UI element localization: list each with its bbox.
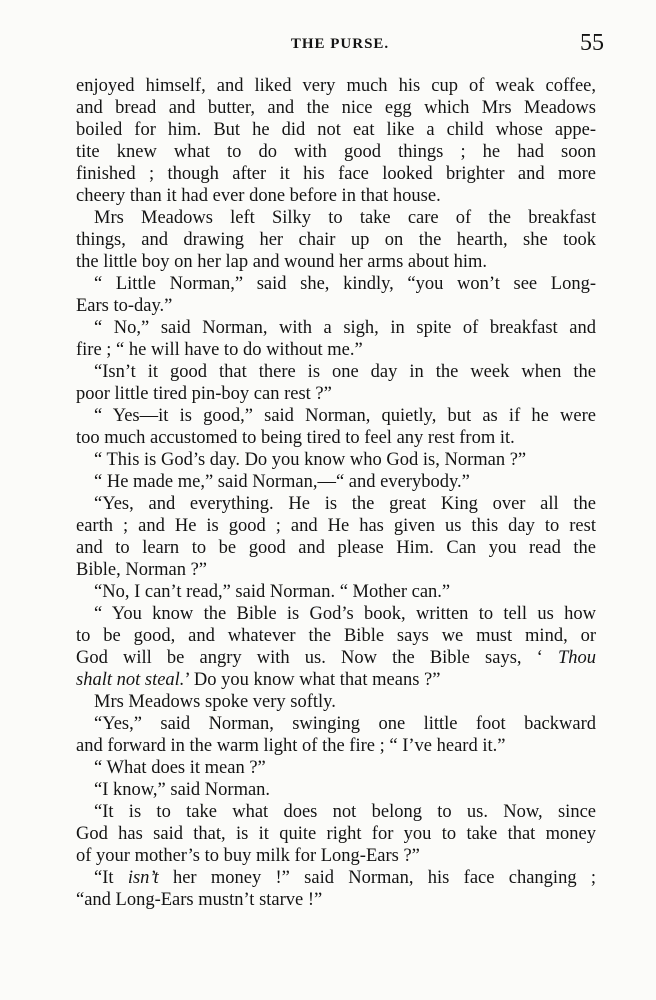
- text-line: fire ; “ he will have to do without me.”: [76, 340, 363, 360]
- page-number: 55: [580, 30, 604, 56]
- text-line: tite knew what to do with good things ; he had soon: [76, 142, 596, 162]
- text-line: “It is to take what does not belong to us. Now, since: [94, 802, 596, 822]
- text-line: “Isn’t it good that there is one day in the week when the: [94, 362, 596, 382]
- text-line: earth ; and He is good ; and He has given us this day to rest: [76, 516, 596, 536]
- text-line: too much accustomed to being tired to feel any rest from it.: [76, 428, 515, 448]
- text-line: and to learn to be good and please Him. Can you read the: [76, 538, 596, 558]
- text-line: [76, 867, 596, 889]
- italic-fragment: isn’t: [127, 868, 159, 888]
- text-line: “and Long-Ears mustn’t starve !”: [76, 890, 323, 910]
- body-text: [76, 75, 596, 911]
- running-title: THE PURSE.: [290, 36, 390, 52]
- text-line: “ What does it mean ?”: [94, 758, 266, 778]
- text-fragment: ’ Do you know what that means ?”: [184, 670, 441, 690]
- text-line: Mrs Meadows spoke very softly.: [94, 692, 336, 712]
- text-line: and forward in the warm light of the fire ; “ I’ve heard it.”: [76, 736, 506, 756]
- text-line: Bible, Norman ?”: [76, 560, 207, 580]
- text-line: “No, I can’t read,” said Norman. “ Mother can.”: [94, 582, 451, 602]
- text-line: “Yes, and everything. He is the great King over all the: [94, 494, 596, 514]
- text-line: the little boy on her lap and wound her arms about him.: [76, 252, 488, 272]
- text-line: [76, 669, 596, 691]
- text-line: “ No,” said Norman, with a sigh, in spite of breakfast and: [94, 318, 596, 338]
- text-line: “I know,” said Norman.: [94, 780, 271, 800]
- text-line: boiled for him. But he did not eat like a child whose appe-: [76, 120, 596, 140]
- text-line: Ears to-day.”: [76, 296, 173, 316]
- page-header: [76, 30, 604, 64]
- text-line: “ You know the Bible is God’s book, written to tell us how: [94, 604, 596, 624]
- text-line: “Yes,” said Norman, swinging one little foot backward: [94, 714, 596, 734]
- text-line: cheery than it had ever done before in that house.: [76, 186, 441, 206]
- text-fragment: “It: [94, 868, 128, 888]
- text-line: God has said that, is it quite right for you to take that money: [76, 824, 596, 844]
- text-fragment: God will be angry with us. Now the Bible says, ‘: [76, 648, 558, 668]
- text-line: “ Little Norman,” said she, kindly, “you won’t see Long-: [94, 274, 596, 294]
- text-line: finished ; though after it his face looked brighter and more: [76, 164, 596, 184]
- text-line: of your mother’s to buy milk for Long-Ears ?”: [76, 846, 420, 866]
- text-line: [76, 647, 596, 669]
- text-line: things, and drawing her chair up on the hearth, she took: [76, 230, 596, 250]
- text-line: to be good, and whatever the Bible says we must mind, or: [76, 626, 596, 646]
- italic-fragment: Thou: [557, 648, 596, 668]
- text-line: poor little tired pin-boy can rest ?”: [76, 384, 332, 404]
- italic-fragment: shalt not steal.: [76, 670, 185, 690]
- text-line: “ This is God’s day. Do you know who God is, Norman ?”: [94, 450, 527, 470]
- text-line: and bread and butter, and the nice egg which Mrs Meadows: [76, 98, 596, 118]
- text-line: Mrs Meadows left Silky to take care of the breakfast: [94, 208, 596, 228]
- text-line: enjoyed himself, and liked very much his cup of weak coffee,: [76, 76, 596, 96]
- text-line: “ Yes—it is good,” said Norman, quietly, but as if he were: [94, 406, 596, 426]
- text-line: “ He made me,” said Norman,—“ and everybody.”: [94, 472, 470, 492]
- text-fragment: her money !” said Norman, his face changing ;: [158, 868, 596, 888]
